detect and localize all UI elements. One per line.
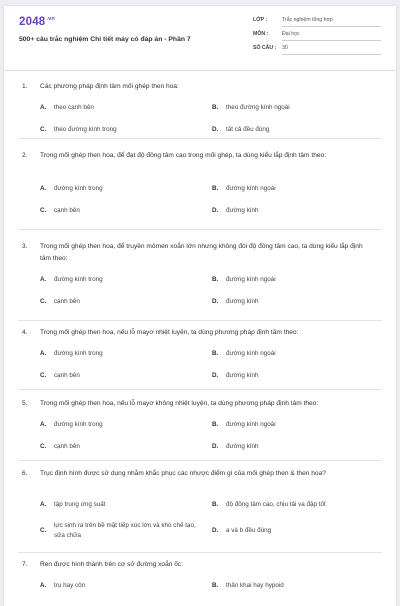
option-text: độ đồng tâm cao, chịu tải va đập tốt: [226, 501, 326, 508]
question-text: [22, 327, 374, 339]
divider: [18, 320, 382, 321]
question-body: Trong mối ghép then hoa, nếu lỗ mayơ nhiệt luyện, ta dùng phương pháp định tâm theo:: [40, 329, 299, 336]
option-text: cạnh bên: [54, 443, 80, 450]
option-b[interactable]: [212, 581, 284, 591]
question-body: Trong mối ghép then hoa, nếu lỗ mayơ không nhiệt luyện, ta dùng phương pháp định tâm theo:: [40, 400, 319, 407]
option-c[interactable]: [40, 521, 204, 541]
question-text: [22, 468, 374, 480]
option-c[interactable]: [40, 206, 80, 216]
option-letter: C.: [40, 207, 47, 214]
meta-row-count: [253, 43, 381, 57]
option-d[interactable]: [212, 206, 259, 216]
question-number: 5.: [22, 400, 28, 407]
question-number: 4.: [22, 329, 28, 336]
option-text: đường kính ngoài: [226, 350, 276, 357]
option-text: cạnh bên: [54, 298, 80, 305]
option-a[interactable]: [40, 184, 103, 194]
option-a[interactable]: [40, 500, 105, 510]
option-letter: A.: [40, 501, 47, 508]
question-body: Trong mối ghép then hoa, để đạt độ đồng tâm cao trong mối ghép, ta dùng kiểu lắp định tâm theo:: [40, 152, 327, 159]
option-c[interactable]: [40, 442, 80, 452]
meta-label: MÔN :: [253, 31, 269, 37]
option-text: theo cạnh bên: [54, 104, 94, 111]
option-a[interactable]: [40, 275, 103, 285]
option-b[interactable]: [212, 420, 276, 430]
option-text: đường kính trong: [54, 185, 103, 192]
logo-suffix: .vn: [46, 16, 55, 23]
question-body: Các phương pháp định tâm mối ghép then hoa:: [40, 83, 179, 90]
option-d[interactable]: [212, 442, 259, 452]
question-text: [22, 150, 374, 162]
option-letter: A.: [40, 350, 47, 357]
option-letter: D.: [212, 126, 219, 133]
option-d[interactable]: [212, 125, 269, 135]
option-a[interactable]: [40, 349, 103, 359]
option-b[interactable]: [212, 184, 276, 194]
option-a[interactable]: [40, 581, 85, 591]
meta-label: LỚP :: [253, 17, 268, 23]
option-letter: A.: [40, 421, 47, 428]
option-b[interactable]: [212, 103, 290, 113]
question-body: Ren được hình thành trên cơ sở đường xoắn ốc:: [40, 561, 184, 568]
question-number: 1.: [22, 83, 28, 90]
quiz-sheet: [4, 6, 396, 606]
question-number: 3.: [22, 243, 28, 250]
option-letter: C.: [40, 372, 47, 379]
option-text: đường kính trong: [54, 350, 103, 357]
question-text: [22, 559, 374, 571]
option-text: đường kính ngoài: [226, 421, 276, 428]
option-letter: D.: [212, 443, 219, 450]
page-title: 500+ câu trắc nghiệm Chi tiết máy có đáp án - Phần 7: [19, 36, 191, 43]
option-a[interactable]: [40, 420, 103, 430]
site-logo[interactable]: [19, 16, 55, 28]
option-letter: B.: [212, 104, 219, 111]
option-letter: B.: [212, 350, 219, 357]
option-letter: B.: [212, 501, 219, 508]
option-text: tất cả đều đúng: [226, 126, 270, 133]
question-text: [22, 241, 374, 265]
header: [4, 6, 396, 71]
divider: [18, 389, 382, 390]
option-text: đường kính: [226, 443, 259, 450]
question-number: 2.: [22, 152, 28, 159]
option-letter: D.: [212, 298, 219, 305]
option-b[interactable]: [212, 500, 326, 510]
option-letter: A.: [40, 276, 47, 283]
option-text: đường kính: [226, 372, 259, 379]
option-letter: A.: [40, 104, 47, 111]
option-letter: D.: [212, 207, 219, 214]
option-letter: C.: [40, 126, 47, 133]
option-letter: D.: [212, 527, 219, 534]
option-letter: B.: [212, 276, 219, 283]
meta-panel: [253, 15, 381, 57]
option-d[interactable]: [212, 526, 271, 536]
option-text: theo đường kính trong: [54, 126, 117, 133]
question-text: [22, 398, 374, 410]
option-text: cạnh bên: [54, 372, 80, 379]
meta-value: Đại học: [282, 31, 381, 41]
option-c[interactable]: [40, 371, 80, 381]
divider: [18, 460, 382, 461]
question-body: Trong mối ghép then hoa, để truyền mômen xoắn lớn nhưng không đòi độ đồng tâm cao, ta dùng kiểu lắp định tâm theo:: [40, 243, 363, 262]
option-b[interactable]: [212, 275, 276, 285]
meta-row-class: [253, 15, 381, 29]
question-body: Trục định hình được sử dụng nhằm khắc phục các nhược điểm gì của mối ghép then & then hoa?: [40, 470, 326, 477]
option-letter: B.: [212, 185, 219, 192]
option-b[interactable]: [212, 349, 276, 359]
option-letter: B.: [212, 421, 219, 428]
option-text: a và b đều đúng: [226, 527, 272, 534]
option-letter: C.: [40, 443, 47, 450]
meta-row-subject: [253, 29, 381, 43]
divider: [18, 552, 382, 553]
option-letter: D.: [212, 372, 219, 379]
option-letter: C.: [40, 527, 47, 534]
logo-text: 2048: [19, 16, 46, 28]
meta-value: 30: [282, 45, 381, 55]
option-c[interactable]: [40, 297, 80, 307]
option-a[interactable]: [40, 103, 94, 113]
option-text: thân khai hay hypoid: [226, 582, 284, 589]
option-text: tập trung ứng suất: [54, 501, 106, 508]
option-text: đường kính: [226, 298, 259, 305]
divider: [18, 229, 382, 230]
option-text: theo đường kính ngoài: [226, 104, 290, 111]
question-number: 7.: [22, 561, 28, 568]
question-text: [22, 81, 374, 93]
option-text: đường kính ngoài: [226, 185, 276, 192]
option-text: lực sinh ra trên bề mặt tiếp xúc lớn và khó chế tạo, sửa chữa: [54, 522, 196, 539]
meta-value: Trắc nghiệm tổng hợp: [282, 17, 381, 27]
option-text: đường kính: [226, 207, 259, 214]
option-d[interactable]: [212, 297, 259, 307]
option-text: cạnh bên: [54, 207, 80, 214]
option-text: trụ hay côn: [54, 582, 86, 589]
option-letter: A.: [40, 582, 47, 589]
meta-label: SỐ CÂU :: [253, 45, 277, 51]
option-letter: B.: [212, 582, 219, 589]
option-text: đường kính trong: [54, 421, 103, 428]
option-text: đường kính trong: [54, 276, 103, 283]
option-letter: A.: [40, 185, 47, 192]
option-letter: C.: [40, 298, 47, 305]
option-d[interactable]: [212, 371, 259, 381]
option-text: đường kính ngoài: [226, 276, 276, 283]
option-c[interactable]: [40, 125, 117, 135]
question-number: 6.: [22, 470, 28, 477]
divider: [18, 138, 382, 139]
